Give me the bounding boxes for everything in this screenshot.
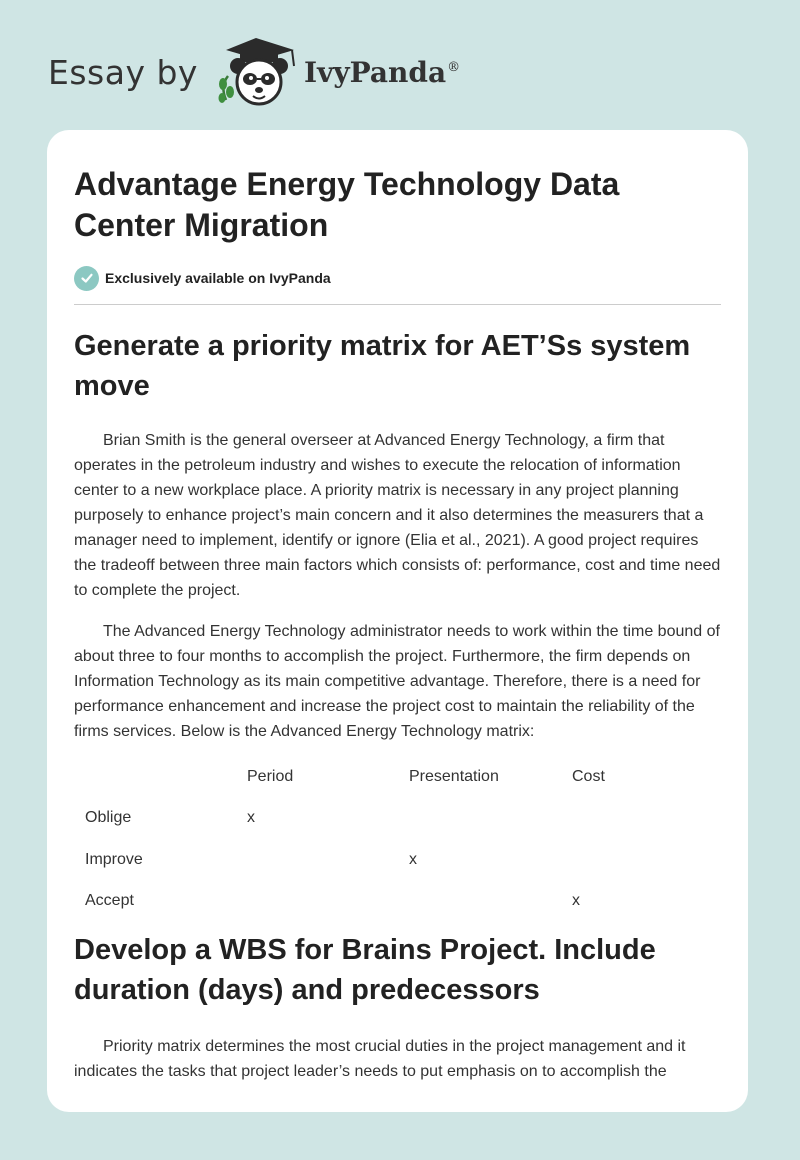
section-heading-priority-matrix: Generate a priority matrix for AET’Ss system move	[74, 330, 691, 402]
table-cell	[409, 881, 572, 923]
page-title: Advantage Energy Technology Data Center Migration	[74, 166, 620, 243]
column-header: Period	[247, 767, 294, 785]
panda-logo-icon	[214, 36, 298, 108]
essay-card	[47, 130, 748, 1112]
table-row	[74, 839, 714, 881]
exclusive-badge	[74, 264, 721, 292]
table-cell: x	[572, 892, 580, 910]
brand-header	[48, 36, 460, 108]
table-cell: x	[409, 850, 417, 868]
brand-prefix: Essay by	[48, 52, 198, 92]
paragraph: Priority matrix determines the most crucial duties in the project management and it indicates the tasks that project leader’s needs to put emphasis on to accomplish the	[74, 1038, 686, 1080]
table-cell	[409, 798, 572, 840]
paragraph: Brian Smith is the general overseer at Advanced Energy Technology, a firm that operates in the petroleum industry and wishes to execute the relocation of information center to a new workplace place. A priority matrix is necessary in any project planning purposely to enhance project’s main concern and it also determines the measurers that a manager need to implement, identify or ignore (Elia et al., 2021). A good project requires the tradeoff between three main factors which consists of: performance, cost and time need to complete the project.	[74, 432, 721, 599]
row-label: Oblige	[85, 809, 132, 827]
table-row	[74, 881, 714, 923]
paragraph: The Advanced Energy Technology administrator needs to work within the time bound of about three to four months to accomplish the project. Furthermore, the firm depends on Information Technology as its main competitive advantage. Therefore, there is a need for performance enhancement and increase the project cost to maintain the reliability of the firms services. Below is the Advanced Energy Technology matrix:	[74, 623, 720, 740]
section-heading-wbs: Develop a WBS for Brains Project. Include duration (days) and predecessors	[74, 934, 656, 1006]
row-label: Accept	[85, 892, 134, 910]
table-row	[74, 798, 714, 840]
table-cell	[247, 839, 409, 881]
table-cell	[247, 881, 409, 923]
check-icon	[74, 266, 99, 291]
table-header-row	[74, 756, 714, 798]
row-label: Improve	[85, 850, 143, 868]
column-header: Cost	[572, 767, 605, 785]
table-cell	[572, 798, 714, 840]
table-cell	[74, 756, 247, 798]
exclusive-label: Exclusively available on IvyPanda	[105, 270, 331, 286]
table-cell	[572, 839, 714, 881]
brand-name[interactable]: IvyPanda®	[303, 55, 461, 89]
column-header: Presentation	[409, 767, 499, 785]
table-cell: x	[247, 809, 255, 827]
divider	[74, 304, 721, 305]
priority-matrix-table	[74, 756, 714, 922]
